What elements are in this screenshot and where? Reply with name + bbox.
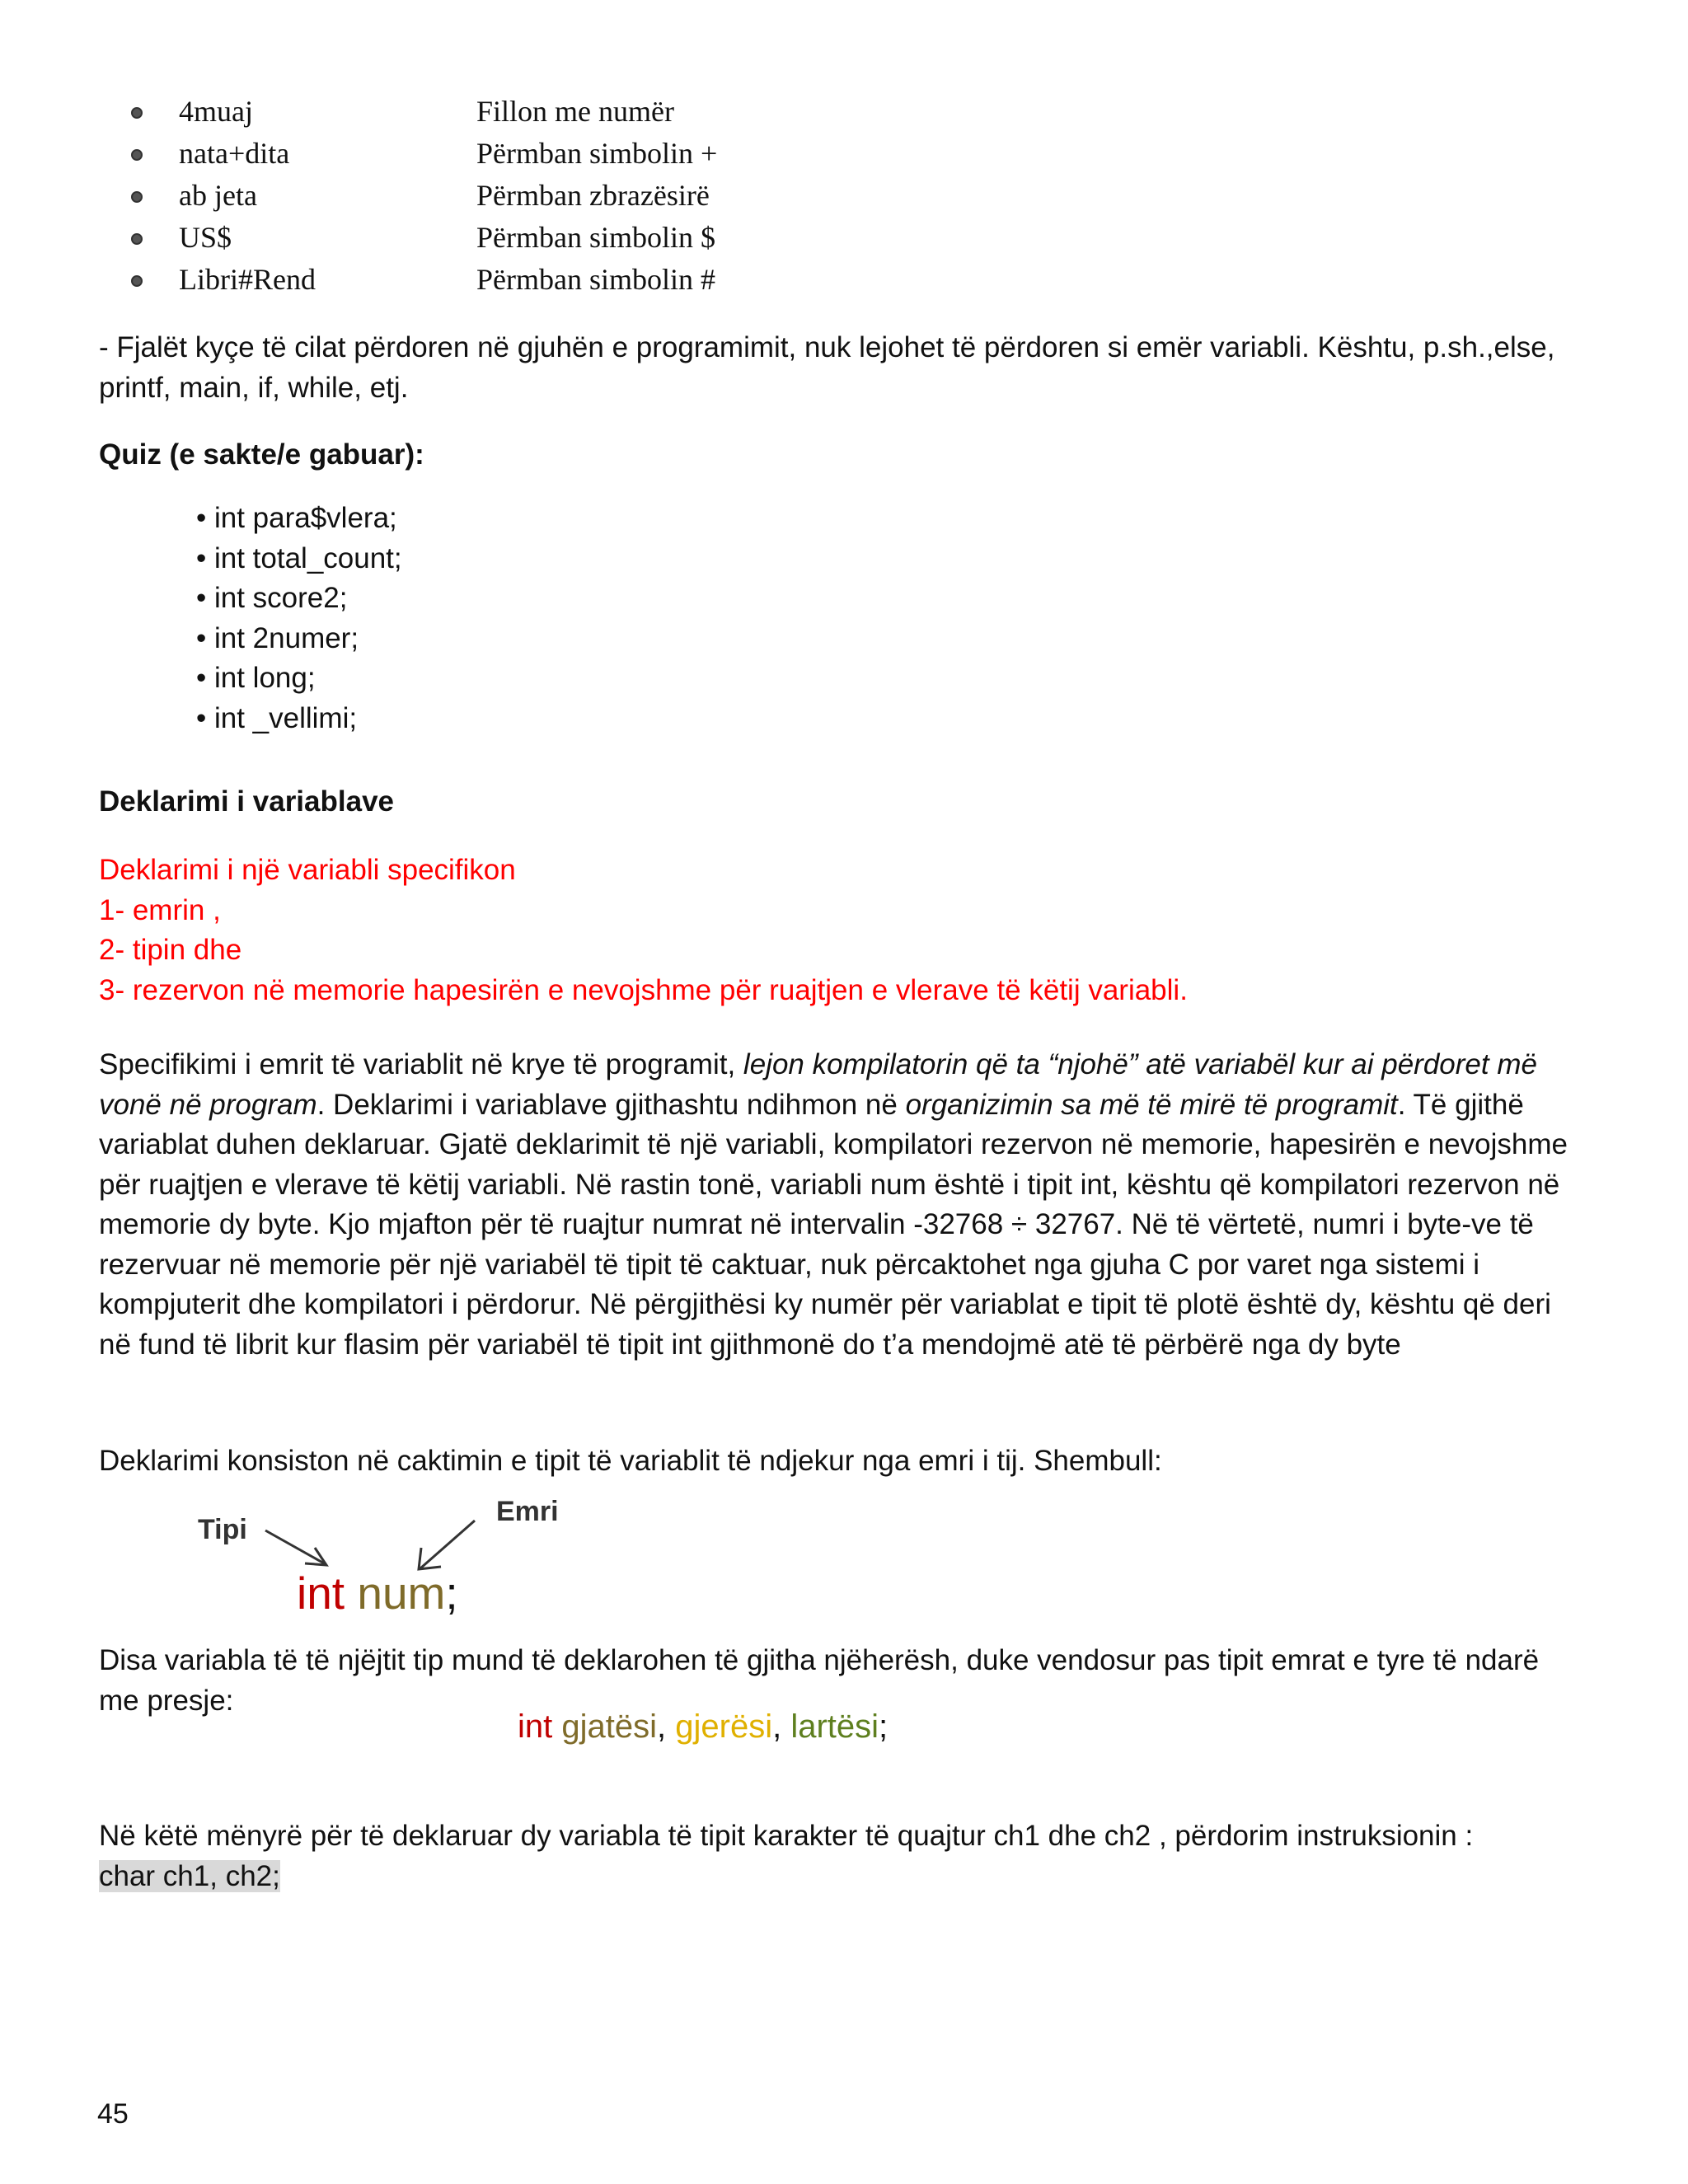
definition-line: Deklarimi i një variabli specifikon [99, 854, 516, 886]
bullet-icon [131, 233, 143, 245]
code-type: int [297, 1568, 345, 1619]
paragraph-text: . Të gjithë variablat duhen deklaruar. Gjatë deklarimit të një variabli, kompilatori rezervon në memorie, hapesirën e nevojshme për ruajtjen e vlerave të këtij variabli. Në rastin tonë, variabli num është i tipit int, kështu që kompilatori rezervon në memorie dy byte. Kjo mjafton për të ruajtur numrat në intervalin -32768 ÷ 32767. Në të vërtetë, numri i byte-ve të rezervuar në memorie për një variabël të tipit të caktuar, nuk përcaktohet nga gjuha C por varet nga sistemi i kompjuterit dhe kompilatori i përdorur. Në përgjithësi ky numër për variablat e tipit të plotë është dy, kështu që deri në fund të librit kur flasim për variabël të tipit int gjithmonë do t’a mendojmë atë të përbërë nga dy byte [99, 1088, 1568, 1361]
bullet-icon [131, 149, 143, 161]
char-intro-text: Në këtë mënyrë për të deklaruar dy variabla të tipit karakter të quajtur ch1 dhe ch2 , përdorim instruksionin : [99, 1820, 1474, 1852]
invalid-name: nata+dita [179, 137, 290, 170]
paragraph-italic: lejon kompilatorin që ta “njohë” atë variabël kur ai përdoret më vonë në program [99, 1048, 1537, 1121]
quiz-item: • int long; [196, 662, 316, 694]
quiz-item: • int score2; [196, 582, 348, 614]
definition-line: 3- rezervon në memorie hapesirën e nevojshme për ruajtjen e vlerave të këtij variabli. [99, 973, 1188, 1006]
code-semicolon: ; [879, 1708, 889, 1745]
code-type: int [518, 1708, 553, 1745]
quiz-list [196, 499, 856, 738]
keywords-note: - Fjalët kyçe të cilat përdoren në gjuhën e programimit, nuk lejohet të përdoren si emër variabli. Kështu, p.sh.,else, printf, main, if, while, etj. [99, 331, 1555, 404]
bullet-icon [131, 191, 143, 203]
section-heading: Deklarimi i variablave [99, 785, 394, 818]
declaration-code [297, 1568, 458, 1618]
name-arrow-icon [419, 1521, 475, 1569]
quiz-heading: Quiz (e sakte/e gabuar): [99, 438, 424, 471]
type-label: Tipi [198, 1514, 247, 1545]
code-var: gjerësi [675, 1708, 773, 1745]
definition-line: 2- tipin dhe [99, 934, 242, 966]
quiz-item: • int para$vlera; [196, 502, 397, 534]
explanation-paragraph [99, 1045, 1582, 1365]
multi-intro: Disa variabla të të njëjtit tip mund të deklarohen të gjitha njëherësh, duke vendosur pas tipit emrat e tyre të ndarë me presje: [99, 1644, 1540, 1717]
type-arrow-icon [265, 1530, 326, 1565]
code-semicolon: ; [445, 1568, 458, 1619]
invalid-name: US$ [179, 221, 232, 254]
name-label: Emri [496, 1496, 559, 1527]
paragraph-text: . Deklarimi i variablave gjithashtu ndihmon në [316, 1088, 906, 1121]
list-item [128, 91, 952, 133]
invalid-name: Libri#Rend [179, 263, 316, 296]
quiz-item: • int _vellimi; [196, 701, 358, 734]
invalid-reason: Fillon me numër [476, 95, 674, 128]
list-item [128, 133, 952, 175]
code-comma: , [657, 1708, 667, 1745]
code-comma: , [772, 1708, 782, 1745]
code-name: num [357, 1568, 446, 1619]
invalid-name: ab jeta [179, 179, 257, 212]
paragraph-text: Specifikimi i emrit të variablit në krye të programit, [99, 1048, 743, 1080]
quiz-item: • int 2numer; [196, 621, 359, 654]
definition-list [99, 851, 1582, 1010]
paragraph-italic: organizimin sa më të mirë të programit [905, 1088, 1398, 1121]
declaration-diagram [190, 1488, 618, 1632]
invalid-reason: Përmban zbrazësirë [476, 179, 710, 212]
quiz-item: • int total_count; [196, 541, 402, 574]
list-item [128, 175, 952, 217]
bullet-icon [131, 107, 143, 119]
code-var: gjatësi [561, 1708, 657, 1745]
invalid-names-list [128, 91, 952, 301]
list-item [128, 217, 952, 259]
example-intro: Deklarimi konsiston në caktimin e tipit të variablit të ndjekur nga emri i tij. Shembull: [99, 1445, 1162, 1477]
invalid-reason: Përmban simbolin # [476, 263, 715, 296]
definition-line: 1- emrin , [99, 893, 221, 926]
multi-declaration-code [518, 1706, 888, 1747]
invalid-reason: Përmban simbolin + [476, 137, 718, 170]
code-var: lartësi [790, 1708, 879, 1745]
invalid-name: 4muaj [179, 95, 253, 128]
bullet-icon [131, 275, 143, 287]
char-code: char ch1, ch2; [99, 1860, 280, 1892]
page-number: 45 [97, 2098, 129, 2130]
list-item [128, 259, 952, 301]
invalid-reason: Përmban simbolin $ [476, 221, 715, 254]
char-intro [99, 1816, 1582, 1896]
